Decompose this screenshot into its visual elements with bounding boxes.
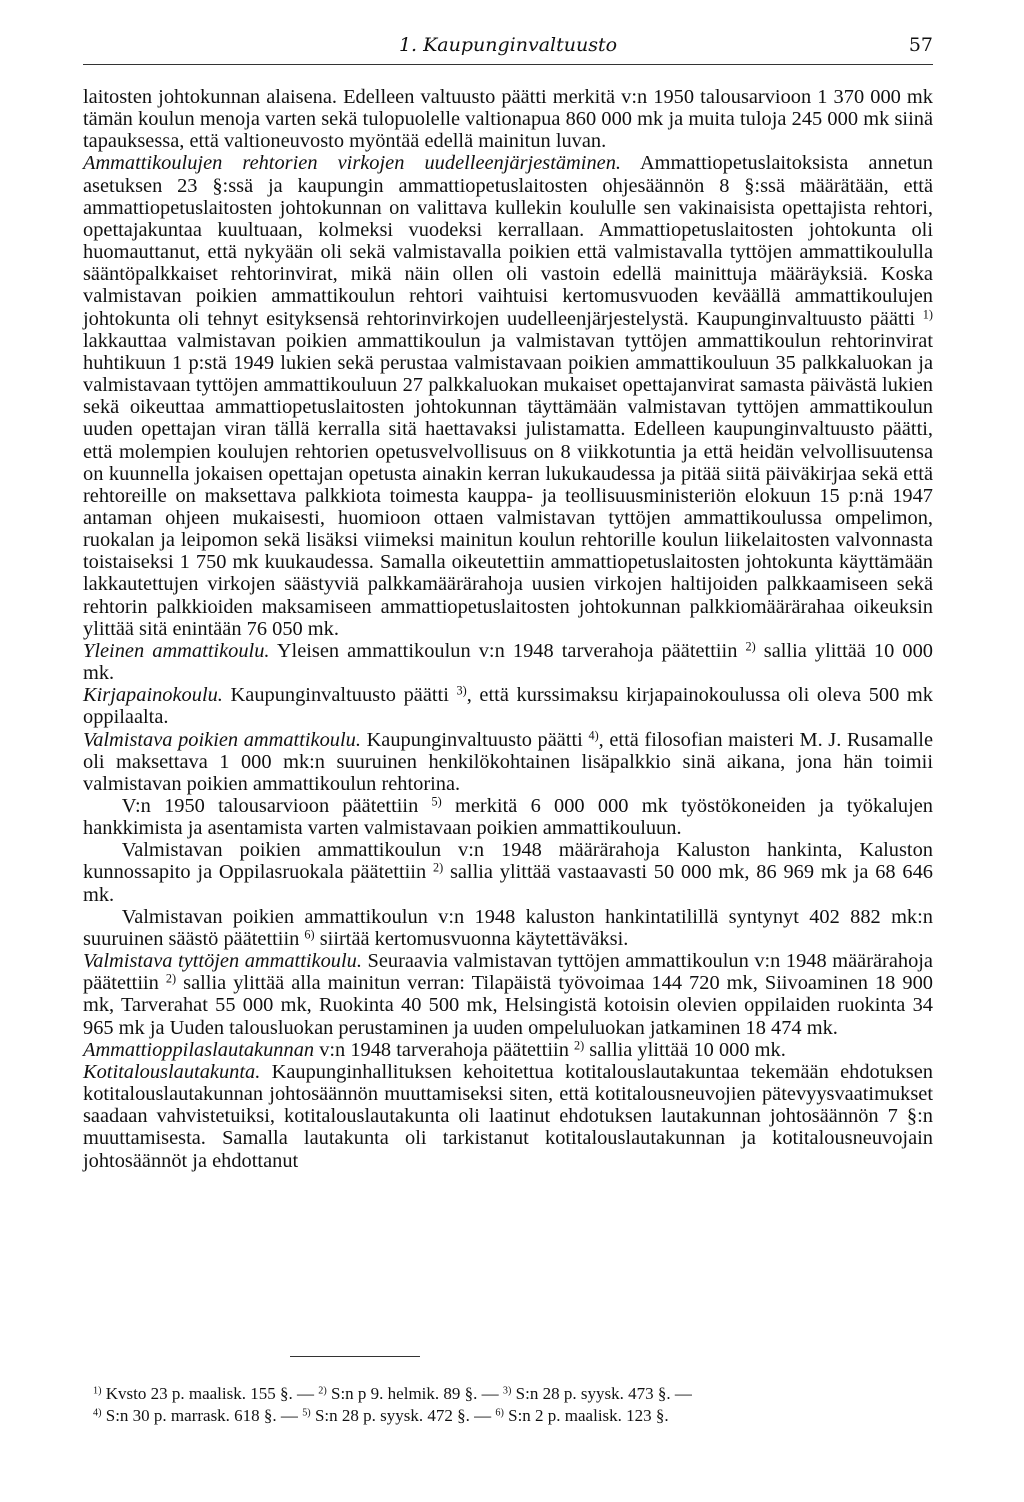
- paragraph: [83, 1061, 933, 1172]
- footnote-marker: 3): [502, 1385, 512, 1397]
- footnote-text: S:n 2 p. maalisk. 123 §.: [503, 1406, 669, 1425]
- text-run: sallia ylittää 10 000 mk.: [83, 639, 933, 685]
- footnote-marker: 4): [93, 1407, 102, 1419]
- text-run: , että kurssimaksu kirjapainokoulussa oli oleva 500 mk oppilaalta.: [83, 684, 933, 729]
- text-run: merkitä 6 000 000 mk työstökoneiden ja työkalujen hankkimista ja asentamista varten valmistavaan poikien ammattikouluun.: [83, 795, 933, 840]
- paragraph: [83, 684, 933, 728]
- text-run: v:n 1948 tarverahoja päätettiin: [314, 1038, 574, 1061]
- footnote-marker: 2): [745, 639, 756, 654]
- text-run: , että filosofian maisteri M. J. Rusamalle oli maksettava 1 000 mk:n suuruinen henkilökohtainen lisäpalkkio sinä aikana, jona hän toimii valmistavan poikien ammattikoulun rehtorina.: [83, 728, 934, 795]
- footnote-marker: 6): [495, 1407, 504, 1419]
- section-heading: Kirjapainokoulu.: [83, 684, 223, 707]
- footnote-marker: 2): [574, 1038, 585, 1052]
- text-run: Kaupunginvaltuusto päätti: [222, 684, 457, 707]
- running-header: [83, 32, 933, 62]
- paragraph: [83, 640, 933, 684]
- footnote-marker: 2): [165, 971, 177, 986]
- text-run: sallia ylittää alla mainitun verran: Tilapäistä työvoimaa 144 720 mk, Siivoaminen 18 900 mk, Tarverahat 55 000 mk, Ruokinta 40 500 mk, Helsingistä kotoisin olevien oppilaiden ruokinta 34 965 mk ja Uuden talousluokan perustaminen ja uuden ompeluluokan jatkaminen 18 474 mk.: [83, 972, 933, 1039]
- text-run: V:n 1950 talousarvioon päätettiin: [121, 795, 432, 817]
- footnote-marker: 5): [431, 794, 442, 809]
- footnote-marker: 3): [456, 683, 467, 698]
- text-run: Ammattiopetuslaitoksista annetun asetuksen 23 §:ssä ja kaupungin ammattiopetuslaitosten ohjesäännön 8 §:ssä määrätään, että ammattiopetuslaitosten johtokunnan on valittava kullekin koululle sen vakinaisista opettajista rehtori, opettajakuntaa kuultuaan, kolmeksi vuodeksi kerrallaan. Ammattiopetuslaitosten johtokunta oli huomauttanut, että nykyään oli sekä valmistavalla poikien että valmistavalla tyttöjen ammattikoululla sääntöpalkkaiset rehtorinvirat, mikä näin ollen oli vastoin edellä mainittuja määräyksiä. Koska valmistavan poikien ammattikoulun rehtori vaihtuisi kertomusvuoden keväällä ammattikoulujen johtokunta oli tehnyt esityksensä rehtorinvirkojen uudelleenjärjestelystä. Kaupunginvaltuusto päätti: [83, 152, 933, 330]
- footnotes: [83, 1383, 933, 1427]
- footnote-line: [83, 1383, 933, 1405]
- text-run: Valmistavan poikien ammattikoulun v:n 1948 kaluston hankintatilillä syntynyt 402 882 mk:n suuruinen säästö päätettiin: [83, 905, 933, 950]
- section-heading: Ammattioppilaslautakunnan: [83, 1038, 315, 1061]
- page-number: 57: [908, 34, 933, 56]
- paragraph: [83, 795, 933, 839]
- text-run: sallia ylittää vastaavasti 50 000 mk, 86 969 mk ja 68 646 mk.: [83, 861, 933, 906]
- section-heading: Valmistava tyttöjen ammattikoulu.: [83, 950, 362, 973]
- body-text: [83, 86, 933, 1172]
- section-heading: Kotitalouslautakunta.: [83, 1060, 261, 1083]
- paragraph: [83, 86, 933, 152]
- text-run: laitosten johtokunnan alaisena. Edelleen valtuusto päätti merkitä v:n 1950 talousarvioon 1 370 000 mk tämän koulun menoja varten sekä tulopuolelle valtionapua 860 000 mk ja muita tuloja 245 000 mk siinä tapauksessa, että valtioneuvosto myöntää edellä mainitun luvan.: [83, 86, 933, 153]
- paragraph: [83, 1039, 933, 1061]
- footnote-marker: 1): [93, 1385, 102, 1397]
- section-heading: Valmistava poikien ammattikoulu.: [83, 728, 361, 751]
- footnote-text: S:n 30 p. marrask. 618 §. —: [101, 1406, 303, 1425]
- footnote-marker: 2): [432, 860, 444, 875]
- text-run: lakkauttaa valmistavan poikien ammattikoulun ja valmistavan tyttöjen ammattikoulun rehtorinvirat huhtikuun 1 p:stä 1949 lukien sekä perustaa valmistavaan poikien ammattikouluun 35 palkkaluokan ja valmistavaan tyttöjen ammattikouluun 27 palkkaluokan mukaiset opettajanvirat samasta päivästä lukien sekä oikeuttaa ammattiopetuslaitosten johtokunnan täyttämään valmistavan tyttöjen ammattikoulun uuden opettajan viran tällä kerralla sitä haettavaksi julistamatta. Edelleen kaupunginvaltuusto päätti, että molempien koulujen rehtorien opetusvelvollisuus on 8 viikkotuntia ja että heidän velvollisuutensa on kuunnella jokaisen opettajan opetusta ainakin kerran lukukaudessa ja pitää siitä päiväkirjaa sekä että rehtoreille on maksettava palkkiota toimesta kauppa- ja teollisuusministeriön elokuun 15 p:nä 1947 antaman ohjeen mukaisesti, huomioon ottaen valmistavan tyttöjen ammattikoulussa ompelimon, ruokalan ja leipomon sekä lisäksi viimeksi mainitun koulun rehtorille koulun liikelaitosten valvonnasta toistaiseksi 1 750 mk kuukaudessa. Samalla oikeutettiin ammattiopetuslaitosten johtokunta käyttämään lakkautettujen virkojen säästyviä palkkamäärärahoja uusien virkojen haltijoiden palkkaamiseen sekä rehtorin palkkioiden maksamiseen ammattiopetuslaitosten johtokunnan palkkiomäärärahaa oikeuksin ylittää sitä enintään 76 050 mk.: [83, 329, 933, 640]
- text-run: siirtää kertomusvuonna käytettäväksi.: [314, 927, 629, 950]
- text-run: Yleisen ammattikoulun v:n 1948 tarverahoja päätettiin: [269, 639, 746, 662]
- text-run: Valmistavan poikien ammattikoulun v:n 1948 määrärahoja Kaluston hankinta, Kaluston kunnossapito ja Oppilasruokala päätettiin: [83, 839, 933, 884]
- footnote-rule: [290, 1356, 420, 1357]
- paragraph: [83, 906, 933, 950]
- footnote-line: [83, 1405, 933, 1427]
- footnote-marker: 6): [304, 927, 315, 942]
- section-heading: Ammattikoulujen rehtorien virkojen uudelleenjärjestäminen.: [83, 152, 621, 175]
- paragraph: [83, 152, 933, 639]
- text-run: Seuraavia valmistavan tyttöjen ammattikoulun v:n 1948 määrärahoja päätettiin: [83, 950, 933, 995]
- footnote-marker: 4): [588, 727, 599, 742]
- footnote-text: S:n 28 p. syysk. 473 §. —: [511, 1384, 692, 1403]
- text-run: Kaupunginhallituksen kehoitettua kotitalouslautakuntaa tekemään ehdotuksen kotitalouslautakunnan johtosäännön muuttamiseksi siten, että kotitalousneuvojien pätevyysvaatimukset saadaan vahvistetuiksi, kotitalouslautakunta oli laatinut ehdotuksen lautakunnan johtosäännön 7 §:n muuttamisesta. Samalla lautakunta oli tarkistanut kotitalouslautakunnan ja kotitalousneuvojain johtosäännöt ja ehdottanut: [83, 1060, 933, 1172]
- footnote-marker: 5): [302, 1407, 311, 1419]
- text-run: sallia ylittää 10 000 mk.: [584, 1038, 786, 1061]
- paragraph: [83, 950, 933, 1039]
- section-heading: Yleinen ammattikoulu.: [83, 639, 270, 662]
- footnote-marker: 2): [318, 1385, 327, 1397]
- running-title: 1. Kaupunginvaltuusto: [398, 34, 618, 56]
- footnote-text: Kvsto 23 p. maalisk. 155 §. —: [101, 1384, 319, 1403]
- text-run: Kaupunginvaltuusto päätti: [360, 728, 589, 751]
- footnote-marker: 1): [922, 306, 933, 321]
- paragraph: [83, 839, 933, 905]
- paragraph: [83, 729, 933, 795]
- footnote-text: S:n 28 p. syysk. 472 §. —: [310, 1406, 496, 1425]
- footnote-text: S:n p 9. helmik. 89 §. —: [326, 1384, 503, 1403]
- header-rule: [83, 64, 933, 65]
